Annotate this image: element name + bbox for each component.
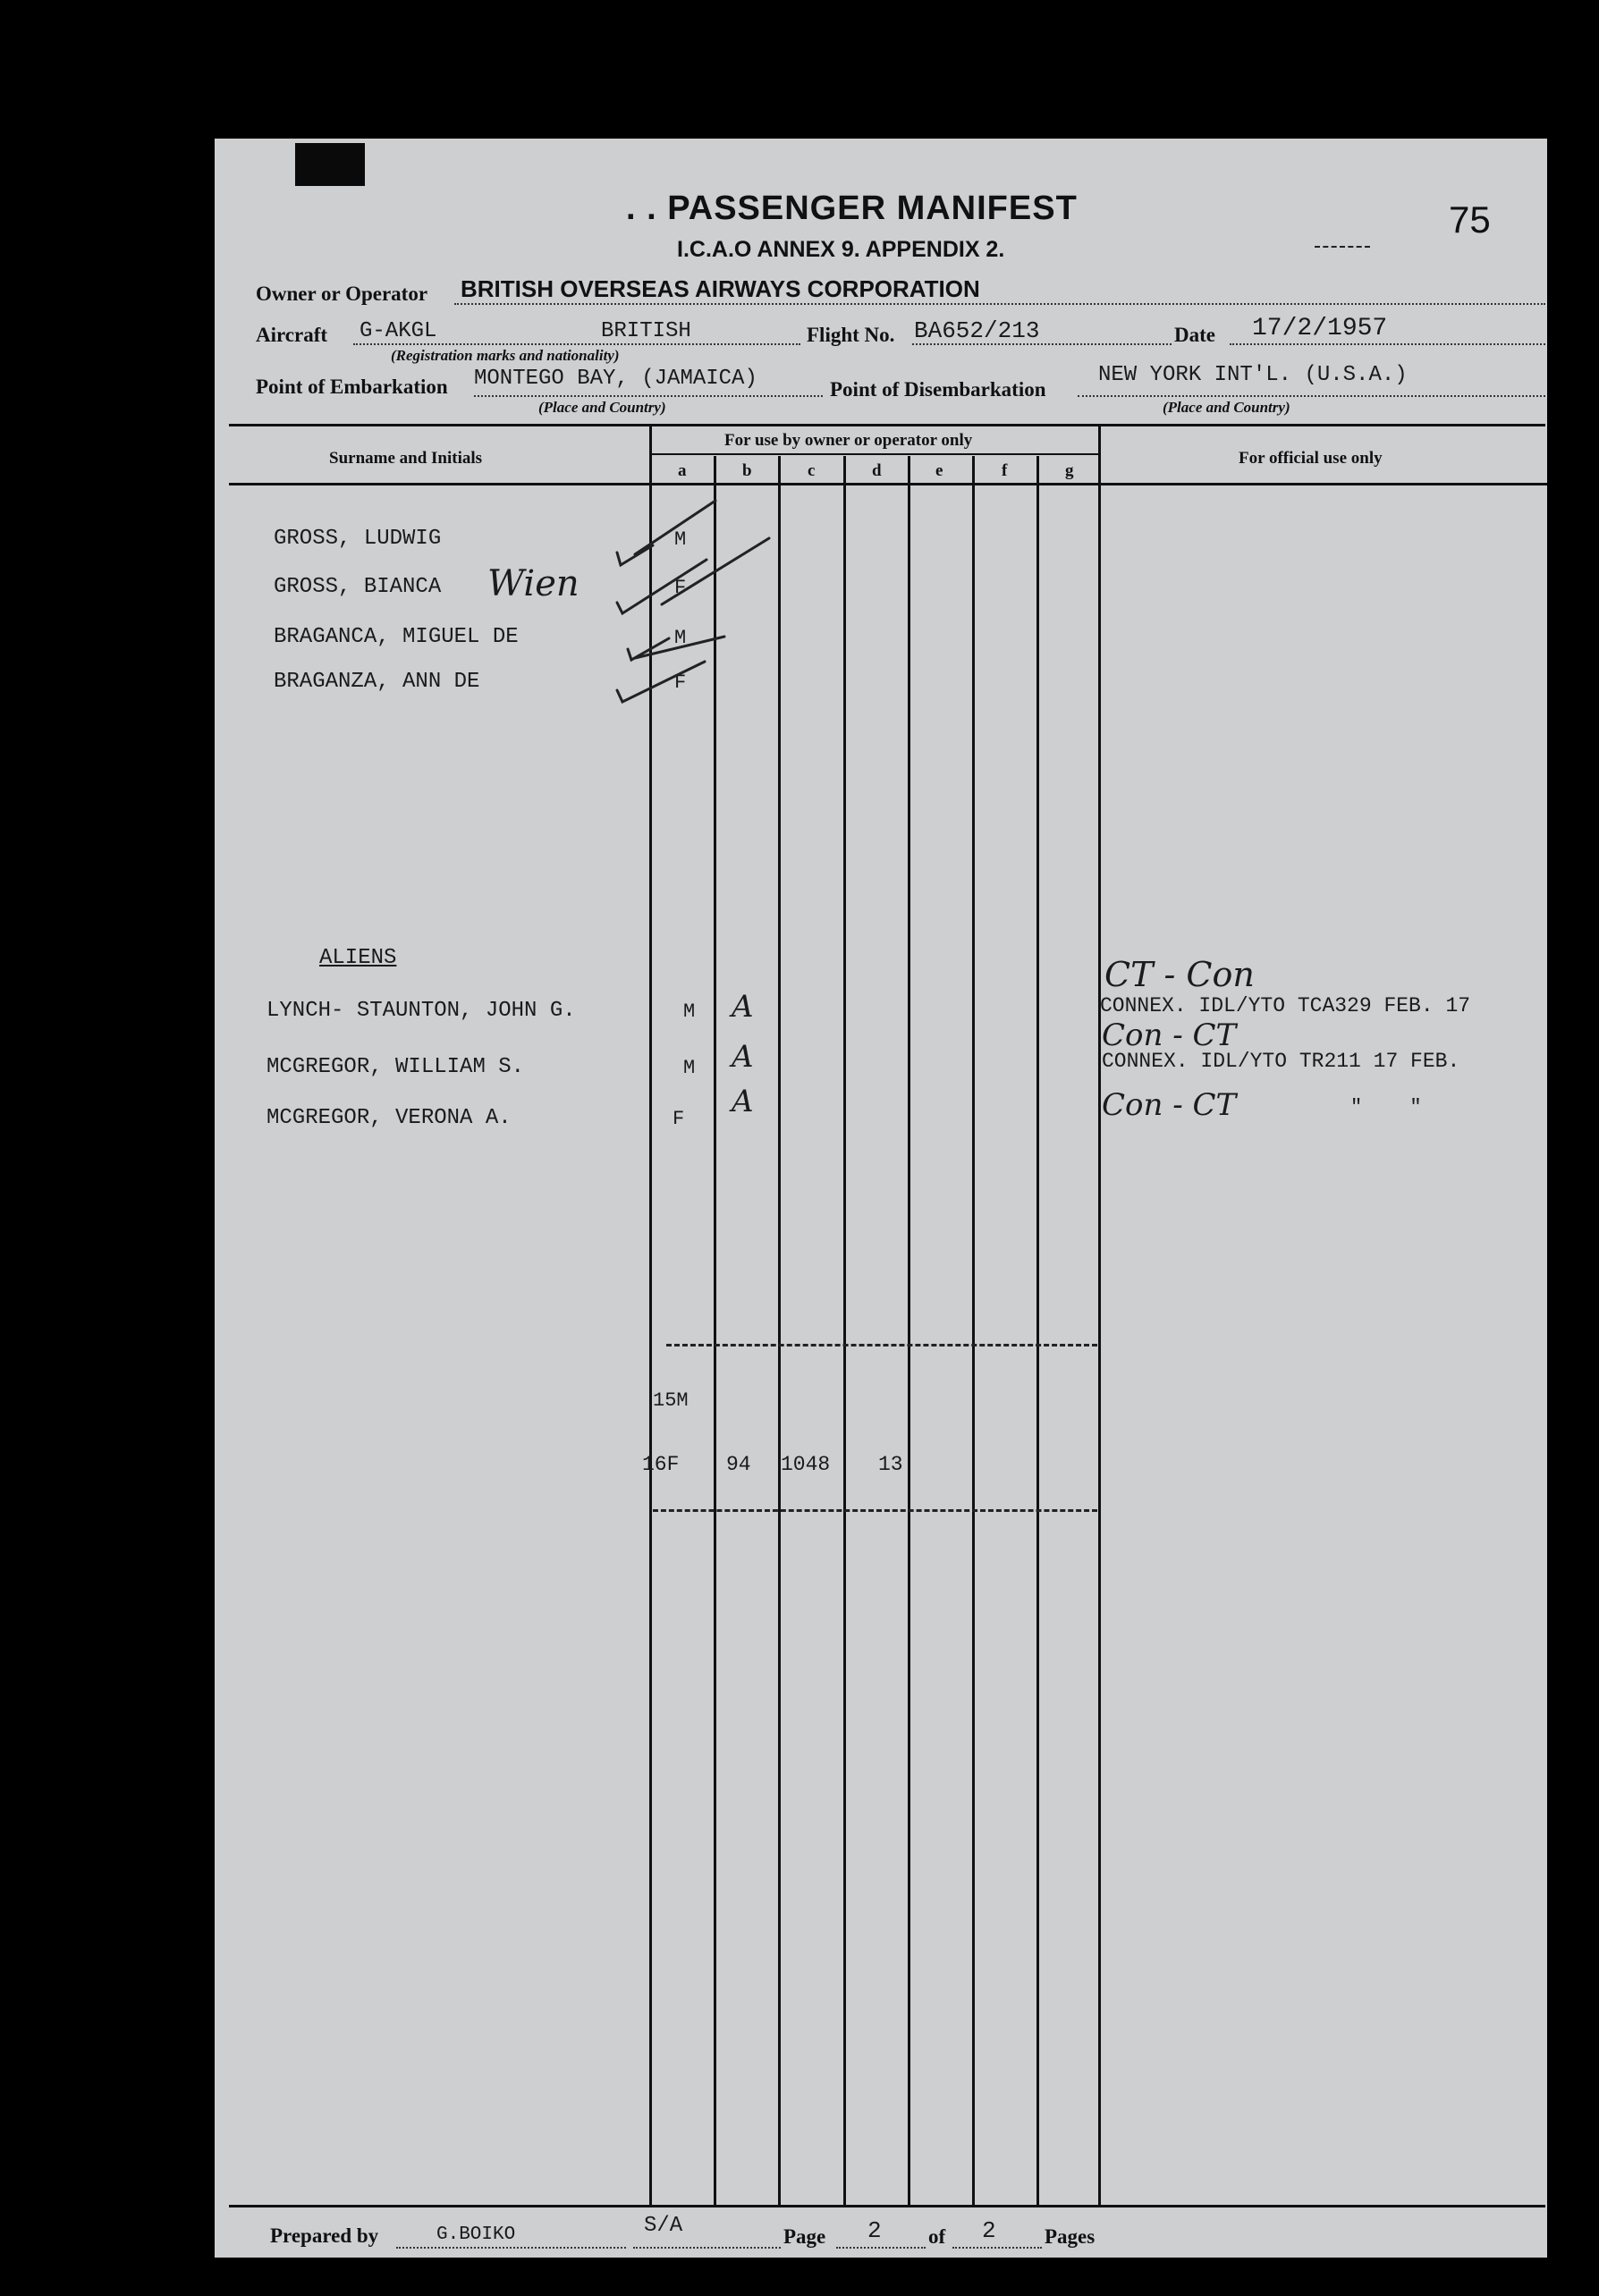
check-stroke — [635, 501, 715, 554]
passenger-sex: M — [674, 528, 687, 551]
column-e-left-rule — [908, 456, 910, 2205]
handwritten-note: Wien — [487, 563, 580, 604]
aircraft-caption: (Registration marks and nationality) — [391, 347, 620, 364]
alien-name: LYNCH- STAUNTON, JOHN G. — [266, 999, 576, 1023]
column-d-left-rule — [843, 456, 846, 2205]
table-top-rule — [229, 424, 1545, 426]
of-underline — [952, 2247, 1042, 2249]
column-g-left-rule — [1036, 456, 1039, 2205]
check-stroke — [662, 538, 769, 604]
column-f-left-rule — [972, 456, 975, 2205]
alien-mark: A — [732, 1084, 754, 1119]
total-females: 16F — [642, 1453, 680, 1476]
passenger-name: GROSS, LUDWIG — [274, 527, 442, 551]
handwritten-official-note: CT - Con — [1104, 955, 1255, 994]
manifest-title: . . PASSENGER MANIFEST — [626, 190, 1078, 227]
passenger-name: GROSS, BIANCA — [274, 575, 442, 599]
owner-value: BRITISH OVERSEAS AIRWAYS CORPORATION — [461, 275, 980, 302]
passenger-sex: F — [674, 577, 687, 599]
check-stroke — [635, 637, 724, 658]
flight-label: Flight No. — [807, 324, 895, 346]
prepared-by-label: Prepared by — [270, 2224, 379, 2247]
date-value: 17/2/1957 — [1252, 315, 1388, 342]
alien-name: MCGREGOR, WILLIAM S. — [266, 1055, 525, 1079]
official-connection: CONNEX. IDL/YTO TR211 17 FEB. — [1102, 1050, 1460, 1073]
sub-column-e: e — [935, 461, 943, 480]
flight-underline — [912, 343, 1172, 345]
official-column-rule — [1098, 426, 1101, 2205]
sub-column-c: c — [808, 461, 816, 480]
alien-sex: F — [673, 1108, 685, 1130]
column-b-left-rule — [714, 456, 716, 2205]
official-connection: CONNEX. IDL/YTO TCA329 FEB. 17 — [1100, 994, 1471, 1017]
alien-name: MCGREGOR, VERONA A. — [266, 1106, 512, 1130]
passenger-sex: M — [674, 627, 687, 649]
passenger-name: BRAGANZA, ANN DE — [274, 670, 480, 694]
pages-label: Pages — [1045, 2225, 1096, 2248]
total-pages: 2 — [982, 2217, 996, 2244]
owner-underline — [454, 303, 1545, 305]
column-c-left-rule — [778, 456, 781, 2205]
total-column-b: 94 — [726, 1453, 751, 1476]
sub-column-g: g — [1065, 461, 1074, 480]
total-males: 15M — [653, 1389, 689, 1412]
prepared-by-value: G.BOIKO — [436, 2224, 516, 2245]
preparer-title: S/A — [644, 2214, 683, 2238]
alien-mark: A — [732, 989, 754, 1025]
table-header-rule — [229, 483, 1547, 485]
aircraft-nationality: BRITISH — [601, 319, 691, 343]
flight-number: BA652/213 — [914, 317, 1040, 344]
handwritten-official-note: Con - CT — [1102, 1087, 1237, 1123]
sub-column-f: f — [1002, 461, 1008, 480]
sub-column-b: b — [742, 461, 752, 480]
sa-underline — [633, 2247, 781, 2249]
total-column-d: 13 — [878, 1453, 903, 1476]
embarkation-value: MONTEGO BAY, (JAMAICA) — [474, 367, 757, 391]
disembarkation-caption: (Place and Country) — [1163, 399, 1290, 416]
column-header-owner: For use by owner or operator only — [724, 431, 973, 450]
passenger-sex: F — [674, 671, 687, 694]
column-header-name: Surname and Initials — [329, 449, 483, 468]
column-header-official: For official use only — [1239, 449, 1383, 468]
aliens-heading: ALIENS — [319, 946, 397, 970]
disembarkation-label: Point of Disembarkation — [830, 378, 1046, 401]
page-underline — [836, 2247, 926, 2249]
embarkation-underline — [474, 395, 823, 397]
alien-mark: A — [732, 1039, 754, 1075]
stamp-dash — [1315, 246, 1370, 248]
embarkation-caption: (Place and Country) — [538, 399, 666, 416]
table-bottom-rule — [229, 2205, 1545, 2207]
sub-column-d: d — [872, 461, 882, 480]
check-mark — [628, 638, 669, 660]
alien-sex: M — [683, 1057, 696, 1079]
of-label: of — [928, 2225, 946, 2248]
totals-top-dash — [666, 1344, 1097, 1346]
paper-clip-tab — [295, 143, 365, 186]
check-marks — [599, 483, 796, 715]
ditto-marks: " " — [1350, 1096, 1422, 1118]
embarkation-label: Point of Embarkation — [256, 376, 448, 398]
sub-column-a: a — [678, 461, 687, 480]
total-column-c: 1048 — [781, 1453, 831, 1476]
alien-sex: M — [683, 1000, 696, 1023]
aircraft-label: Aircraft — [256, 324, 328, 346]
manifest-subtitle: I.C.A.O ANNEX 9. APPENDIX 2. — [677, 237, 1005, 262]
passenger-name: BRAGANCA, MIGUEL DE — [274, 625, 519, 649]
totals-bottom-dash — [653, 1509, 1097, 1512]
date-underline — [1230, 343, 1545, 345]
aircraft-registration: G-AKGL — [360, 319, 437, 343]
handwritten-official-note: Con - CT — [1102, 1017, 1237, 1053]
aircraft-underline — [353, 343, 800, 345]
page-stamp-number: 75 — [1449, 198, 1491, 241]
disembarkation-value: NEW YORK INT'L. (U.S.A.) — [1098, 363, 1408, 387]
prepared-by-underline — [396, 2247, 626, 2249]
owner-columns-rule — [651, 453, 1100, 455]
page-number: 2 — [867, 2217, 882, 2244]
page-label: Page — [783, 2225, 826, 2248]
disembarkation-underline — [1078, 395, 1545, 397]
date-label: Date — [1174, 324, 1215, 346]
check-mark — [617, 662, 705, 702]
owner-label: Owner or Operator — [256, 283, 428, 305]
